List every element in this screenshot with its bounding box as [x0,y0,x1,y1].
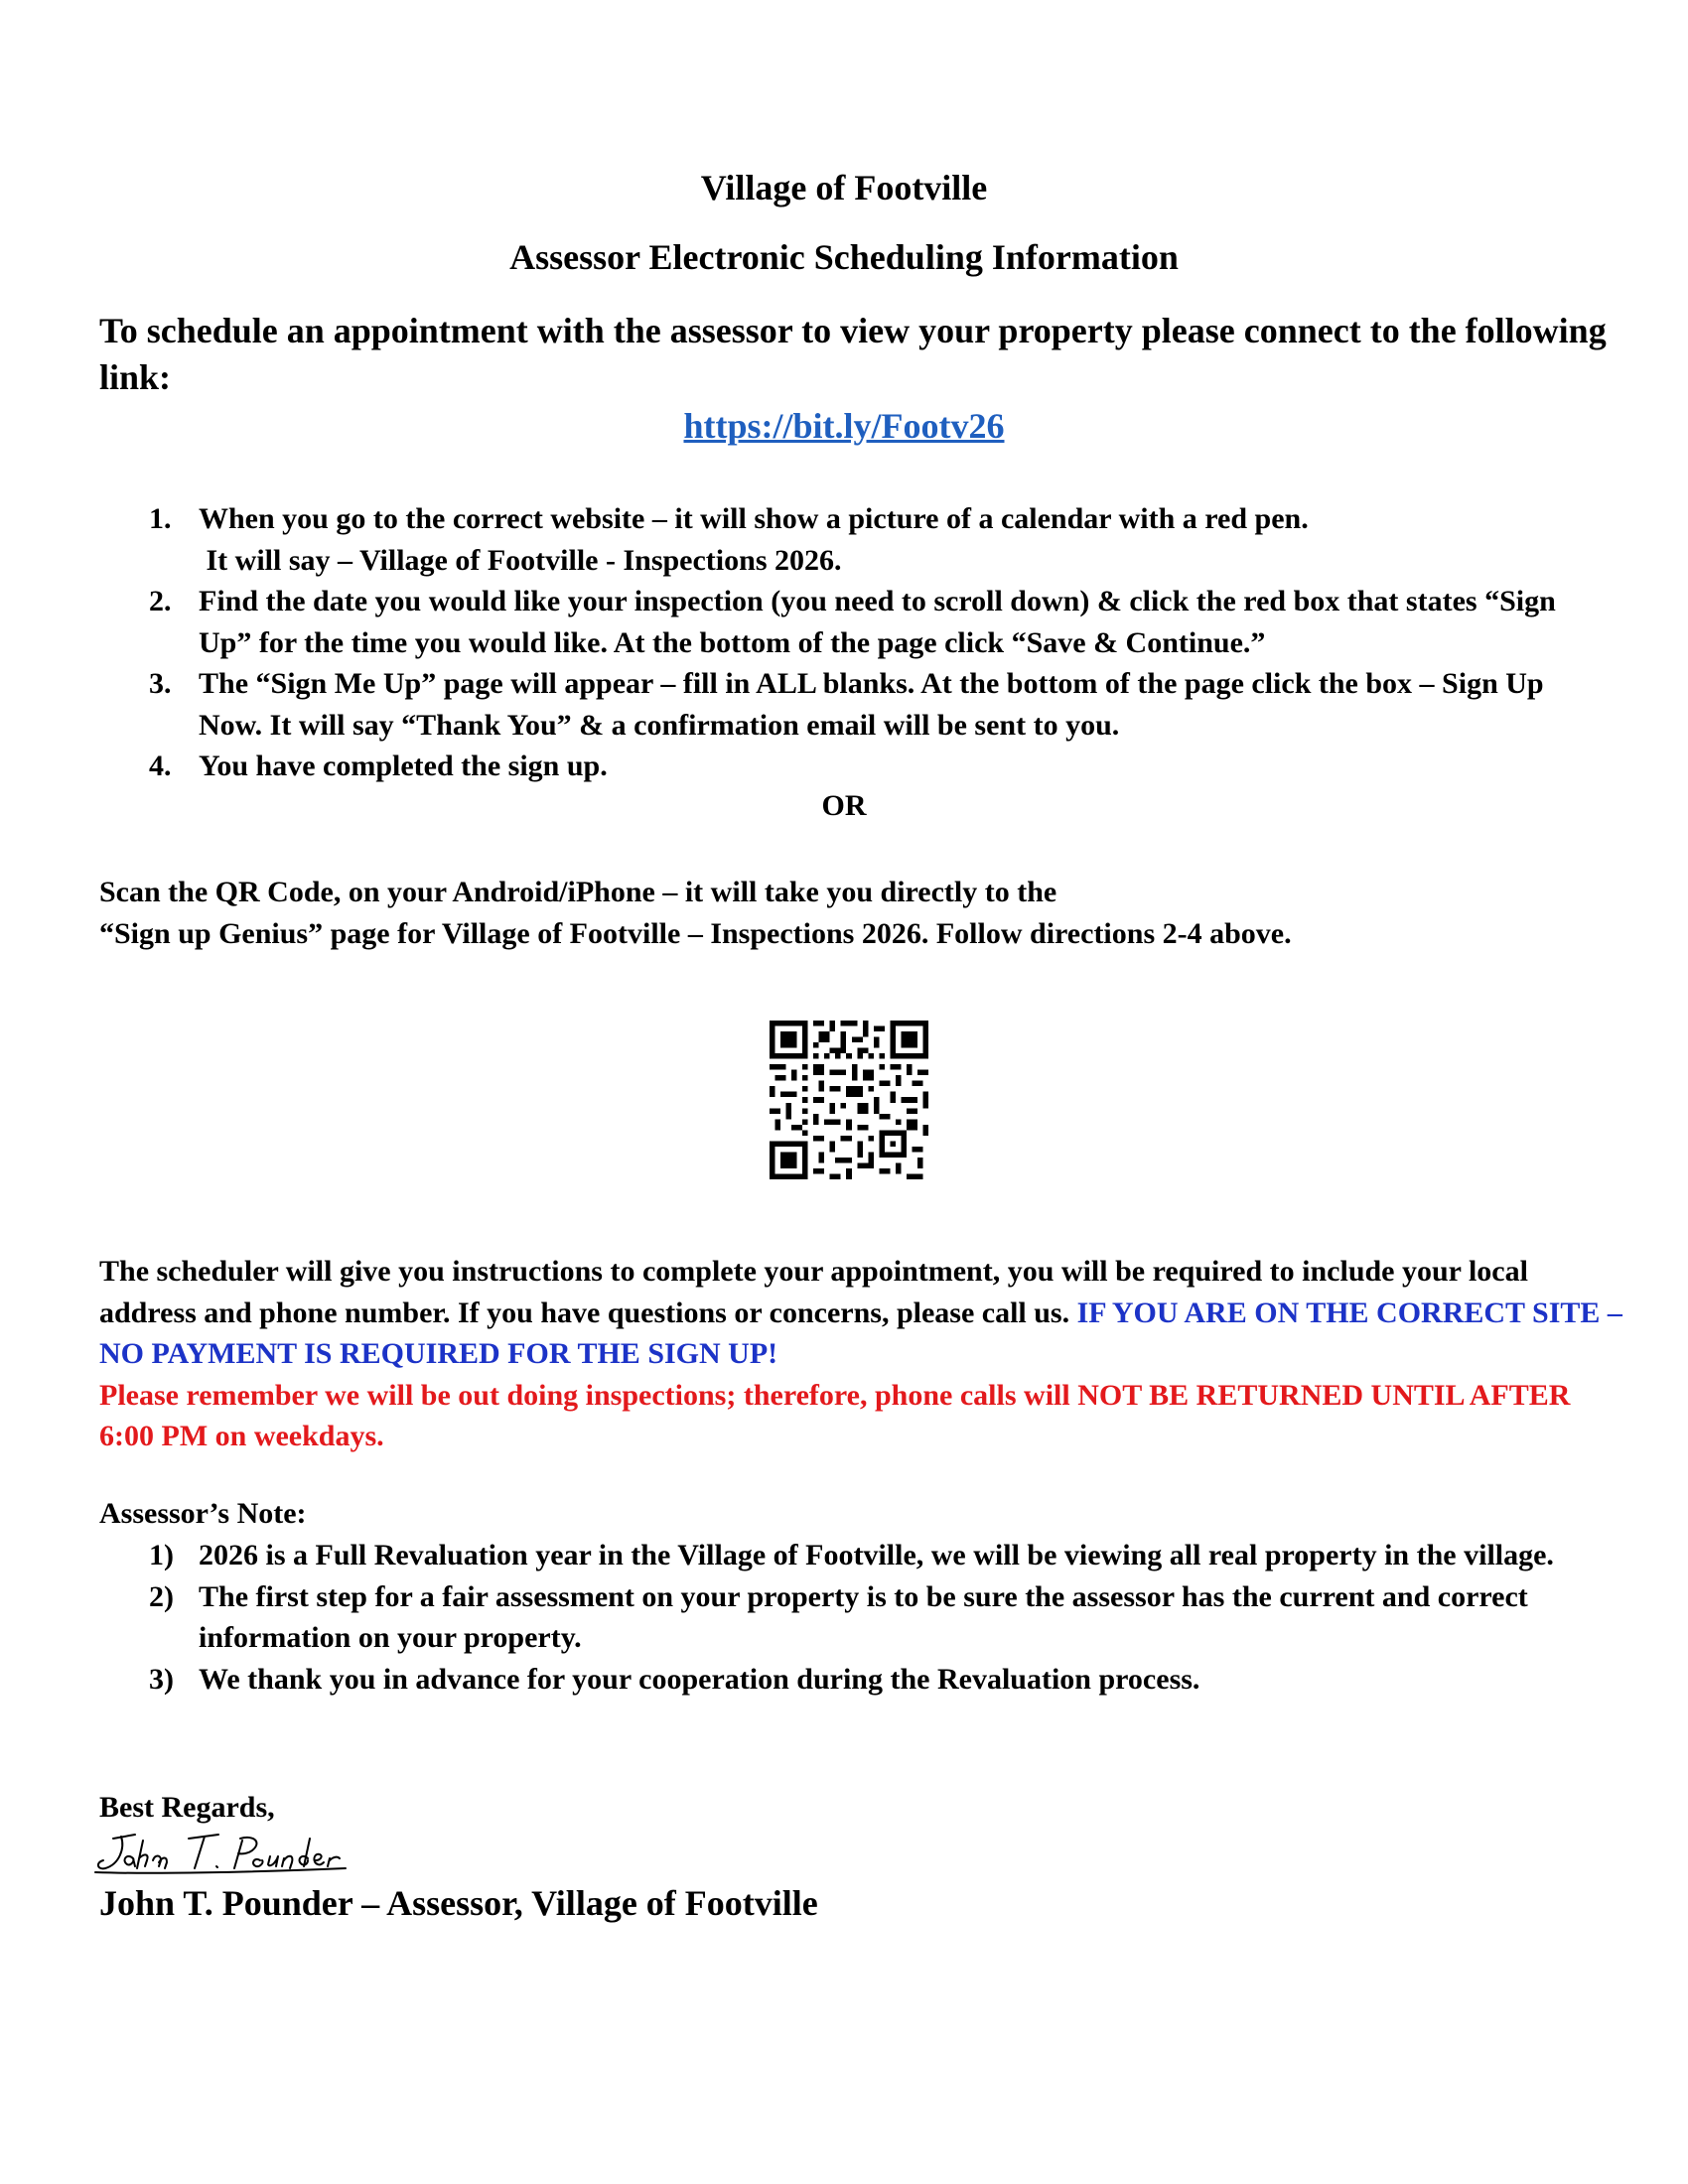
best-regards: Best Regards, [99,1791,275,1824]
list-item [149,1535,1589,1576]
signup-link[interactable]: https://bit.ly/Footv26 [683,406,1005,446]
intro-text: To schedule an appointment with the assessor to view your property please connect to the following link: [99,311,1607,397]
village-title: Village of Footville [700,168,988,207]
step-number: 3. [149,667,172,700]
scheduler-note [99,1251,1628,1457]
page-subtitle: Assessor Electronic Scheduling Information [509,237,1179,277]
note-text: 2026 is a Full Revaluation year in the Village of Footville, we will be viewing all real property in the village. [199,1539,1554,1571]
list-item [149,746,1589,787]
scheduler-note-text: The scheduler will give you instructions to complete your appointment, you will be required to include your local address and phone number. If you have questions or concerns, please call us. [99,1255,1528,1329]
note-number: 3) [149,1662,174,1696]
step-text-line1: When you go to the correct website – it will show a picture of a calendar with a red pen. [199,502,1309,535]
step-text: The “Sign Me Up” page will appear – fill in ALL blanks. At the bottom of the page click the box – Sign Up Now. It will say “Thank You” & a confirmation email will be sent to you. [199,667,1544,742]
step-number: 4. [149,750,172,782]
assessor-note-list [149,1535,1589,1700]
step-number: 2. [149,585,172,617]
note-number: 1) [149,1539,174,1571]
list-item [149,1576,1589,1659]
qr-instructions [99,872,1628,954]
qr-instructions-line1: Scan the QR Code, on your Android/iPhone – it will take you directly to the [99,876,1057,908]
step-number: 1. [149,502,172,535]
step-text: You have completed the sign up. [199,750,608,782]
list-item [149,498,1589,581]
note-number: 2) [149,1579,174,1613]
list-item [149,581,1589,663]
or-separator: OR [821,789,867,822]
list-item [149,1659,1589,1701]
callback-notice: Please remember we will be out doing inspections; therefore, phone calls will NOT BE RETURNED UNTIL AFTER 6:00 PM on weekdays. [99,1378,1571,1452]
steps-list [149,498,1589,787]
link-wrapper [0,405,1688,447]
list-item [149,663,1589,746]
no-payment-notice: IF YOU ARE ON THE CORRECT SITE – NO PAYMENT IS REQUIRED FOR THE SIGN UP! [99,1296,1622,1370]
assessor-name: John T. Pounder – Assessor, Village of Footville [99,1883,818,1923]
note-text: We thank you in advance for your cooperation during the Revaluation process. [199,1662,1200,1696]
assessor-note-heading: Assessor’s Note: [99,1497,307,1530]
signature [91,1829,350,1878]
note-text: The first step for a fair assessment on your property is to be sure the assessor has the current and correct information on your property. [199,1579,1528,1654]
qr-instructions-line2: “Sign up Genius” page for Village of Footville – Inspections 2026. Follow directions 2-4 above. [99,916,1292,950]
step-text [199,498,1589,581]
qr-code-icon [770,1021,928,1179]
step-text: Find the date you would like your inspection (you need to scroll down) & click the red box that states “Sign Up” for the time you would like. At the bottom of the page click “Save & Continue.” [199,585,1556,659]
step-text-line2: It will say – Village of Footville - Inspections 2026. [199,543,842,577]
